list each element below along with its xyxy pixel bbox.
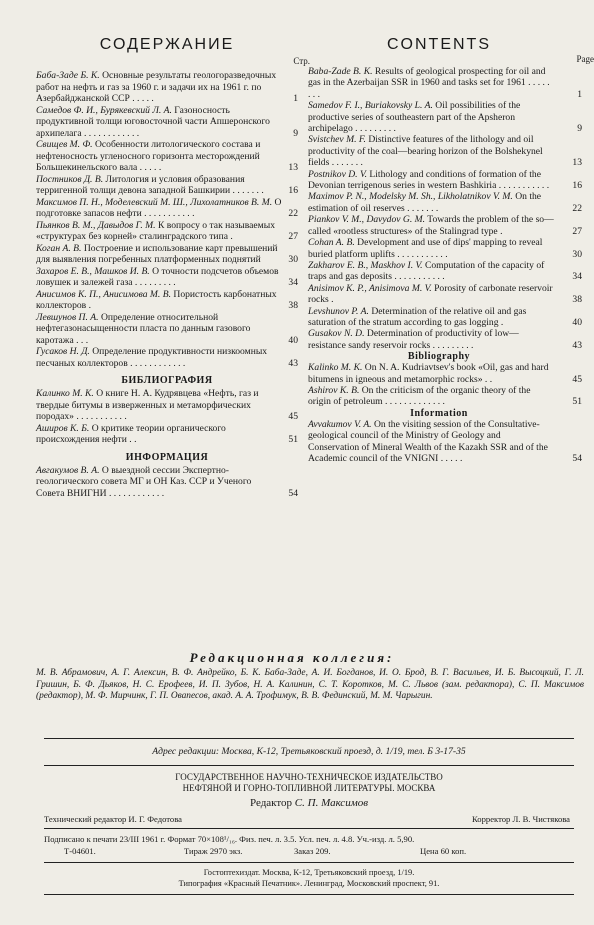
entry-page-number: 30	[572, 248, 582, 260]
toc-entry	[308, 328, 582, 351]
entry-page-number: 1	[577, 88, 582, 100]
entry-authors: Avvakumov V. A.	[308, 418, 372, 430]
entry-authors: Авгакумов В. А.	[36, 464, 100, 476]
toc-entry	[36, 388, 298, 423]
bibliography-header-en: Bibliography	[407, 351, 471, 363]
entry-title: О книге Н. А. Кудрявцева «Нефть, газ и твердые битумы в изверженных и метаморфических породах» . . . . . . . . . . .	[36, 388, 259, 422]
entry-title: О подготовке запасов нефти . . . . . . . . . . .	[36, 196, 282, 219]
entry-page-number: 43	[288, 357, 298, 369]
entry-title: К вопросу о так называемых «структурах без корней» сталинградского типа .	[36, 219, 275, 242]
toc-entry	[308, 282, 582, 306]
entry-page-number: 38	[288, 300, 298, 311]
toc-entry	[308, 237, 582, 260]
toc-entry	[308, 418, 582, 465]
editorial-board-members: М. В. Абрамович, А. Г. Алексин, В. Ф. Андрейко, Б. К. Баба-Заде, А. И. Богданов, И. О. Брод, В. Г. Васильев, И. Б. Высоцкий, Г. Л. Гришин, Б. Ф. Дьяков, Н. С. Ерофеев, И. П. Зубов, Н. А. Калинин, С. Т. Коротков, М. С. Львов (зам. редактора), С. П. Максимов (редактор), М. Ф. Мирчинк, Г. П. Овапесов, акад. А. А. Трофимук, В. В. Фединский, М. М. Чарыгин.	[36, 668, 584, 702]
entry-authors: Piankov V. M., Davydov G. M.	[308, 214, 426, 226]
toc-entry	[36, 289, 298, 312]
entry-page-number: 51	[572, 396, 582, 408]
entry-authors: Максимов П. Н., Моделевский М. Ш., Лихолатников В. М.	[36, 196, 273, 208]
toc-entry	[36, 70, 298, 105]
toc-entry	[308, 214, 582, 237]
entry-authors: Гусаков Н. Д.	[36, 346, 90, 357]
entry-authors: Zakharov E. B., Maskhov I. V.	[308, 259, 423, 271]
entry-title: Основные результаты геологоразведочных работ на нефть и газ за 1960 г. и задачи их на 1961 г. по Азербайджанской ССР . . . . .	[36, 70, 277, 104]
entry-page-number: 34	[572, 271, 582, 283]
corrector: Корректор Л. В. Чистякова	[472, 814, 570, 824]
entry-title: Литология и условия образования терригенной толщи девона западной Башкирии . . . . . . .	[36, 173, 264, 196]
bibliography-header-ru: БИБЛИОГРАФИЯ	[121, 375, 213, 386]
divider	[44, 894, 574, 895]
entry-title: Газоносность продуктивной толщи юговосточной части Апшеронского архипелага . . . . . . . . . . . .	[36, 104, 270, 139]
entry-title: Lithology and conditions of formation of the Devonian terrigenous series in western Bashkiria . . . . . . . . . . .	[308, 168, 550, 192]
entry-title: О критике теории органического происхождения нефти . .	[36, 422, 226, 445]
entry-title: On the visiting session of the Consultative-geological council of the Ministry of Geology and Conservation of Mineral Wealth of the Kazakh SSR and of the Academic council of the VNIGNI . . . . .	[308, 418, 548, 464]
entry-page-number: 22	[288, 208, 298, 219]
entry-page-number: 27	[288, 231, 298, 242]
entry-authors: Cohan A. B.	[308, 237, 355, 249]
entry-title: Determination of productivity of low—resistance sandy reservoir rocks . . . . . . . . .	[308, 328, 519, 351]
entry-page-number: 16	[288, 185, 298, 196]
entry-title: On the estimation of oil reserves . . . . . . .	[308, 191, 542, 214]
entry-title: О точности подсчетов объемов ловушек и залежей газа . . . . . . . . .	[36, 265, 279, 288]
entry-authors: Ashirov K. B.	[308, 384, 360, 396]
divider	[44, 765, 574, 766]
entry-title: On the criticism of the organic theory of the origin of petroleum . . . . . . . . . . . . .	[308, 384, 531, 408]
entry-authors: Самедов Ф. И., Бурякевский Л. А.	[36, 104, 172, 116]
divider	[44, 828, 574, 829]
toc-entry	[308, 305, 582, 329]
entry-authors: Maximov P. N., Modelsky M. Sh., Likholatnikov V. M.	[308, 191, 513, 203]
entry-authors: Gusakov N. D.	[308, 328, 365, 340]
entry-authors: Свищев М. Ф.	[36, 139, 93, 150]
entry-title: Computation of the capacity of traps and gas deposits . . . . . . . . . . .	[308, 259, 545, 283]
entry-title: Determination of the relative oil and gas saturation of the stratum according to gas logging .	[308, 305, 527, 328]
toc-entry	[36, 174, 298, 197]
entry-title: Towards the problem of the so—called «rootless structures» of the Stalingrad type .	[308, 214, 554, 237]
contents-english	[308, 36, 594, 464]
print-details: Подписано к печати 23/III 1961 г. Формат 70×108¹/₁₆. Физ. печ. л. 3.5. Усл. печ. л. 4.8. Уч.-изд. л. 5,90.	[44, 834, 415, 844]
toc-list-ru	[36, 70, 298, 369]
entry-authors: Samedov F. I., Buriakovsky L. A.	[308, 100, 433, 112]
entry-authors: Postnikov D. V.	[308, 168, 367, 180]
toc-entry	[308, 259, 582, 283]
divider	[44, 738, 574, 739]
entry-page-number: 34	[288, 277, 298, 288]
toc-list-en	[308, 66, 582, 351]
page-column-header-ru: Стр.	[293, 56, 310, 66]
entry-authors: Svistchev M. F.	[308, 134, 366, 146]
editor-name: С. П. Максимов	[294, 797, 368, 809]
toc-entry	[36, 139, 298, 174]
entry-title: О выездной сессии Экспертно-геологического совета МГ и ОН Каз. ССР и Ученого Совета ВНИГНИ . . . . . . . . . . . .	[36, 464, 252, 499]
entry-authors: Пьянков В. М., Давыдов Г. М.	[36, 219, 156, 231]
toc-entry	[308, 134, 582, 169]
entry-page-number: 45	[288, 411, 298, 422]
entry-page-number: 51	[288, 434, 298, 445]
typography-line: Типография «Красный Печатник». Ленинград, Московский проспект, 91.	[178, 878, 440, 888]
entry-page-number: 30	[288, 254, 298, 265]
bibliography-list-en	[308, 362, 582, 408]
entry-title: Results of geological prospecting for oil and gas in the Azerbaijan SSR in 1960 and tasks set for 1961 . . . . . . . .	[308, 66, 550, 100]
entry-page-number: 16	[572, 180, 582, 192]
toc-entry	[308, 384, 582, 408]
entry-page-number: 27	[572, 225, 582, 237]
entry-authors: Коган А. В.	[36, 242, 82, 254]
toc-entry	[36, 312, 298, 347]
toc-entry	[308, 100, 582, 135]
bibliography-list-ru	[36, 388, 298, 446]
print-code: Т-04601.	[64, 846, 96, 856]
entry-title: Distinctive features of the lithology and oil productivity of the coal—bearing horizon of the Bolshekynel fields . . . . . . .	[308, 134, 543, 169]
editorial-board-title: Редакционная коллегия:	[189, 650, 395, 665]
information-list-ru	[36, 465, 298, 500]
printing-house	[44, 868, 574, 889]
entry-page-number: 38	[572, 294, 582, 306]
toc-entry	[36, 465, 298, 500]
toc-entry	[36, 243, 298, 266]
entry-authors: Kalinko M. K.	[308, 362, 363, 374]
entry-page-number: 22	[572, 202, 582, 214]
entry-page-number: 54	[288, 487, 298, 499]
editor-line	[44, 797, 574, 809]
entry-title: Особенности литологического состава и нефтеносность угленосного горизонта месторождений Большекинельского вала . . . . .	[36, 139, 261, 173]
contents-title-ru: СОДЕРЖАНИЕ	[99, 36, 235, 53]
entry-page-number: 13	[288, 162, 298, 173]
entry-authors: Аширов К. Б.	[36, 422, 90, 434]
toc-entry	[308, 168, 582, 192]
print-price: Цена 60 коп.	[420, 846, 467, 856]
entry-page-number: 9	[293, 127, 298, 139]
page-column-header-en: Page	[576, 54, 594, 64]
toc-entry	[308, 66, 582, 100]
entry-page-number: 40	[572, 316, 582, 328]
entry-title: Пористость карбонатных коллекторов .	[36, 288, 277, 311]
toc-entry	[36, 220, 298, 243]
toc-entry	[36, 346, 298, 369]
publisher-line: НЕФТЯНОЙ И ГОРНО-ТОПЛИВНОЙ ЛИТЕРАТУРЫ. МОСКВА	[182, 782, 436, 793]
typography-line: Гостоптехиздат. Москва, К-12, Третьяковский проезд, 1/19.	[203, 868, 415, 877]
entry-title: On N. A. Kudriavtsev's book «Oil, gas and hard bitumens in igneous and metamorphic rocks» . .	[308, 362, 549, 385]
information-header-en: Information	[410, 407, 468, 419]
entry-authors: Постников Д. В.	[36, 173, 104, 185]
entry-title: Oil possibilities of the productive series of southeastern part of the Apsheron archipelago . . . . . . . . .	[308, 100, 521, 135]
entry-authors: Баба-Заде Б. К.	[36, 70, 100, 81]
editor-label: Редактор	[249, 797, 293, 809]
entry-page-number: 54	[572, 453, 582, 464]
editorial-address: Адрес редакции: Москва, К-12, Третьяковский проезд, д. 1/19, тел. Б 3-17-35	[152, 746, 466, 757]
entry-page-number: 9	[577, 123, 582, 135]
contents-title-en: CONTENTS	[387, 36, 491, 53]
entry-authors: Anisimov K. P., Anisimova M. V.	[308, 282, 432, 294]
entry-authors: Левшунов П. А.	[36, 311, 99, 323]
entry-authors: Анисимов К. П., Анисимова М. В.	[36, 288, 171, 300]
entry-page-number: 1	[293, 93, 298, 104]
toc-entry	[308, 191, 582, 214]
entry-title: Porosity of carbonate reservoir rocks .	[308, 282, 553, 306]
entry-authors: Baba-Zade B. K.	[308, 66, 373, 77]
toc-entry	[308, 362, 582, 385]
print-order: Заказ 209.	[294, 846, 331, 856]
toc-entry	[36, 423, 298, 446]
divider	[44, 862, 574, 863]
entry-page-number: 40	[288, 334, 298, 346]
information-header-ru: ИНФОРМАЦИЯ	[125, 451, 209, 463]
entry-page-number: 43	[572, 339, 582, 351]
entry-page-number: 45	[572, 373, 582, 385]
entry-title: Development and use of dips' mapping to reveal buried platform uplifts . . . . . . . . . . .	[308, 237, 543, 260]
publisher-line: ГОСУДАРСТВЕННОЕ НАУЧНО-ТЕХНИЧЕСКОЕ ИЗДАТЕЛЬСТВО	[175, 772, 443, 782]
technical-editor: Технический редактор И. Г. Федотова	[44, 814, 182, 824]
entry-authors: Захаров Е. В., Машков И. В.	[36, 265, 150, 277]
toc-entry	[36, 266, 298, 289]
entry-page-number: 13	[572, 157, 582, 169]
information-list-en	[308, 418, 582, 465]
entry-authors: Levshunov P. A.	[308, 305, 369, 317]
entry-authors: Калинко М. К.	[36, 388, 94, 399]
entry-title: Определение относительной нефтегазонасыщенности пласта по данным газового каротажа . . .	[36, 311, 251, 346]
entry-title: Определение продуктивности низкоомных песчаных коллекторов . . . . . . . . . . . .	[36, 346, 268, 369]
contents-russian	[36, 36, 310, 499]
entry-title: Построение и использование карт превышений для выявления погребенных платформенных поднятий	[36, 242, 278, 265]
toc-entry	[36, 197, 298, 220]
publisher-block	[44, 772, 574, 793]
toc-entry	[36, 105, 298, 140]
print-run: Тираж 2970 экз.	[184, 846, 243, 856]
